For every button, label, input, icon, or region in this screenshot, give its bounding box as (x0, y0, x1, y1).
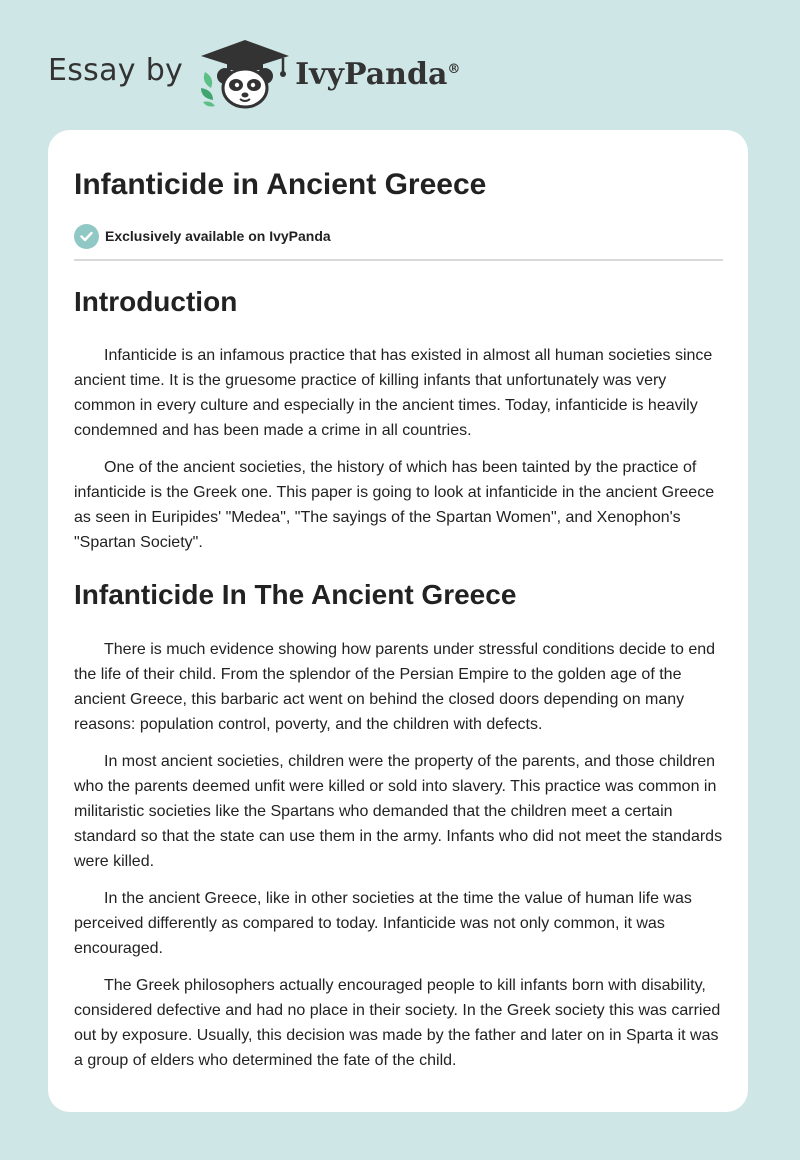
divider (74, 259, 723, 261)
section-infanticide-in-ancient-greece (74, 580, 722, 1073)
paragraph: There is much evidence showing how parents under stressful conditions decide to end the life of their child. From the splendor of the Persian Empire to the golden age of the ancient Greece, this barbaric act went on behind the closed doors depending on many reasons: population control, poverty, and the children with defects. (74, 641, 716, 733)
paragraph: The Greek philosophers actually encouraged people to kill infants born with disability, considered defective and had no place in their society. In the Greek society this was carried out by exposure. Usually, this decision was made by the father and later on in Sparta it was a group of elders who determined the fate of the child. (74, 977, 721, 1069)
page-title: Infanticide in Ancient Greece (74, 168, 487, 201)
brand-name: IvyPanda® (295, 56, 461, 92)
essay-card (48, 130, 748, 1112)
paragraph: One of the ancient societies, the history of which has been tainted by the practice of infanticide is the Greek one. This paper is going to look at infanticide in the ancient Greece as seen in Euripides' "Medea", "The sayings of the Spartan Women", and Xenophon's "Spartan Society". (74, 459, 715, 551)
exclusive-badge-text: Exclusively available on IvyPanda (105, 228, 331, 244)
check-circle-icon (74, 224, 99, 249)
paragraph: In the ancient Greece, like in other societies at the time the value of human life was perceived differently as compared to today. Infanticide was not only common, it was encouraged. (74, 890, 692, 957)
section-heading: Introduction (74, 286, 238, 317)
paragraph: Infanticide is an infamous practice that has existed in almost all human societies since ancient time. It is the gruesome practice of killing infants that unfortunately was very common in every culture and especially in the ancient times. Today, infanticide is heavily condemned and has been made a crime in all countries. (74, 347, 713, 439)
brand-prefix: Essay by (48, 52, 184, 88)
paragraph: In most ancient societies, children were the property of the parents, and those children who the parents deemed unfit were killed or sold into slavery. This practice was common in militaristic societies like the Spartans who demanded that the children meet a certain standard so that the state can use them in the army. Infants who did not meet the standards were killed. (74, 753, 723, 870)
section-introduction (74, 287, 722, 555)
brand-header (48, 36, 460, 110)
panda-graduation-cap-icon (197, 36, 293, 110)
exclusive-badge (74, 223, 722, 249)
section-heading: Infanticide In The Ancient Greece (74, 579, 517, 610)
